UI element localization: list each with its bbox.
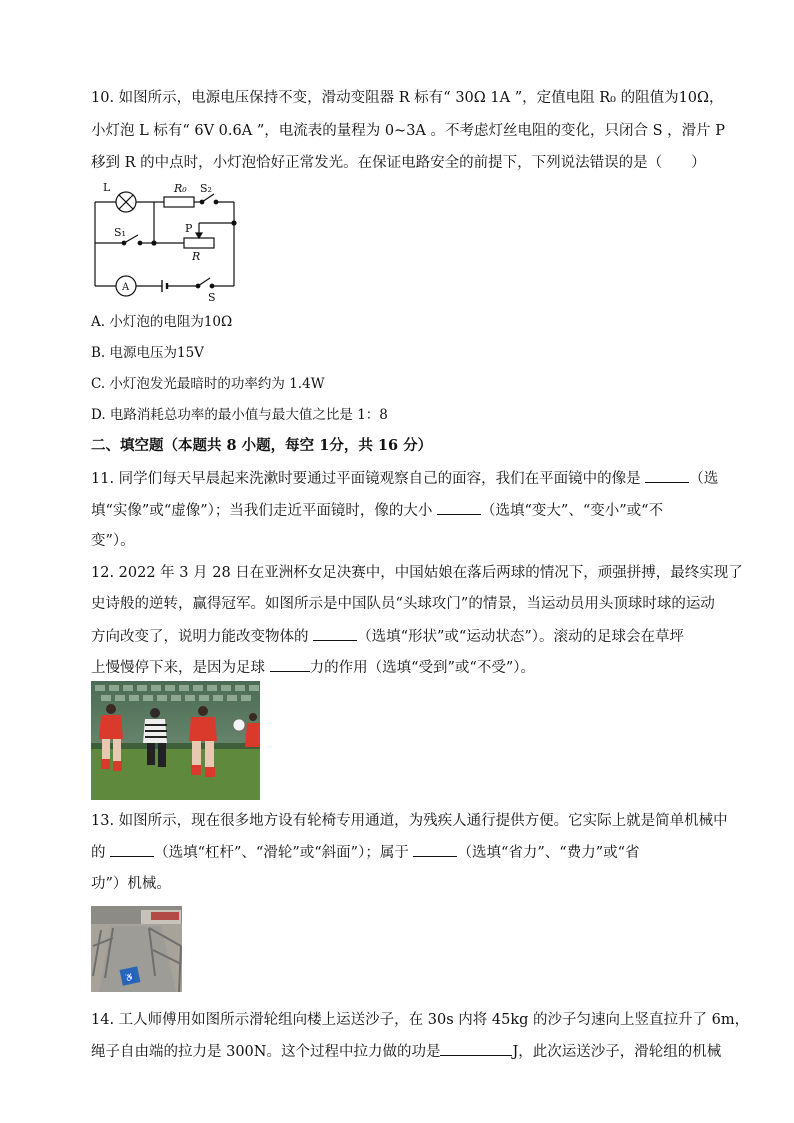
q14-blank-1 — [440, 1041, 512, 1056]
label-A: A — [122, 282, 130, 293]
soccer-photo — [91, 681, 260, 800]
q13-line-1: 13. 如图所示，现在很多地方设有轮椅专用通道，为残疾人通行提供方便。它实际上就是简单机械中 — [91, 813, 728, 829]
section-heading: 二、填空题（本题共 8 小题，每空 1分，共 16 分） — [91, 437, 433, 454]
q12-line-2: 史诗般的逆转，赢得冠军。如图所示是中国队员“头球攻门”的情景，当运动员用头顶球时球的运动 — [91, 596, 715, 612]
q12-line-1: 12. 2022 年 3 月 28 日在亚洲杯女足决赛中，中国姑娘在落后两球的情况下，顽强拼搏，最终实现了 — [91, 565, 743, 581]
label-R0: R₀ — [174, 182, 187, 195]
q14-line-2 — [91, 1041, 721, 1062]
circuit-diagram — [88, 180, 248, 305]
q11-line-2 — [91, 500, 663, 521]
q12-text-3b: （选填“形状”或“运动状态”）。滚动的足球会在草坪 — [357, 629, 685, 645]
q13-line-3: 功”）机械。 — [91, 876, 171, 892]
q14-text-2a: 绳子自由端的拉力是 300N。这个过程中拉力做的功是 — [91, 1044, 441, 1060]
q11-blank-2 — [437, 500, 481, 515]
label-S: S — [208, 291, 216, 304]
q12-line-3 — [91, 626, 684, 647]
q11-line-3: 变”）。 — [91, 533, 135, 549]
q10-option-a: A. 小灯泡的电阻为10Ω — [91, 314, 233, 330]
label-S2: S₂ — [200, 182, 212, 195]
q10-line-3: 移到 R 的中点时，小灯泡恰好正常发光。在保证电路安全的前提下，下列说法错误的是（ ） — [91, 155, 706, 171]
q13-text-2c: （选填“省力”、“费力”或“省 — [457, 845, 640, 861]
label-R: R — [192, 250, 201, 263]
wheelchair-ramp-photo — [91, 906, 182, 992]
q13-line-2 — [91, 842, 640, 863]
q12-blank-1 — [313, 626, 357, 641]
q13-text-2a: 的 — [91, 845, 111, 861]
q10-option-b: B. 电源电压为15V — [91, 345, 204, 361]
q11-line-1 — [91, 468, 718, 489]
q12-text-4b: 力的作用（选填“受到”或“不受”）。 — [309, 660, 536, 676]
q14-line-1: 14. 工人师傅用如图所示滑轮组向楼上运送沙子，在 30s 内将 45kg 的沙子匀速向上竖直拉升了 6m， — [91, 1012, 750, 1028]
label-P: P — [185, 222, 193, 235]
q14-text-2b: J，此次运送沙子，滑轮组的机械 — [512, 1044, 722, 1060]
label-L: L — [103, 181, 111, 194]
q12-text-3a: 方向改变了，说明力能改变物体的 — [91, 629, 314, 645]
q11-text-2a: 填“实像”或“虚像”）；当我们走近平面镜时，像的大小 — [91, 503, 438, 519]
q12-text-4a: 上慢慢停下来，是因为足球 — [91, 660, 270, 676]
q10-option-c: C. 小灯泡发光最暗时的功率约为 1.4W — [91, 376, 325, 392]
q11-blank-1 — [645, 468, 689, 483]
q11-text-2b: （选填“变大”、“变小”或“不 — [481, 503, 664, 519]
q10-line-2: 小灯泡 L 标有“ 6V 0.6A ”，电流表的量程为 0~3A 。不考虑灯丝电阻的变化，只闭合 S ，滑片 P — [91, 123, 726, 139]
svg-text:♿: ♿ — [123, 972, 136, 984]
q12-blank-2 — [270, 657, 310, 672]
q10-line-1: 10. 如图所示，电源电压保持不变，滑动变阻器 R 标有“ 30Ω 1A ”，定值电阻 R₀ 的阻值为10Ω， — [91, 90, 724, 106]
label-S1: S₁ — [114, 226, 126, 239]
q13-text-2b: （选填“杠杆”、“滑轮”或“斜面”）；属于 — [154, 845, 414, 861]
rheostat-resistor — [184, 238, 214, 248]
q12-line-4 — [91, 657, 535, 678]
r0-resistor — [164, 197, 194, 207]
q13-blank-2 — [413, 842, 457, 857]
q11-text-1b: （选 — [689, 471, 719, 487]
q13-blank-1 — [110, 842, 154, 857]
q10-option-d: D. 电路消耗总功率的最小值与最大值之比是 1：8 — [91, 407, 388, 423]
q11-text-1a: 11. 同学们每天早晨起来洗漱时要通过平面镜观察自己的面容，我们在平面镜中的像是 — [91, 471, 646, 487]
